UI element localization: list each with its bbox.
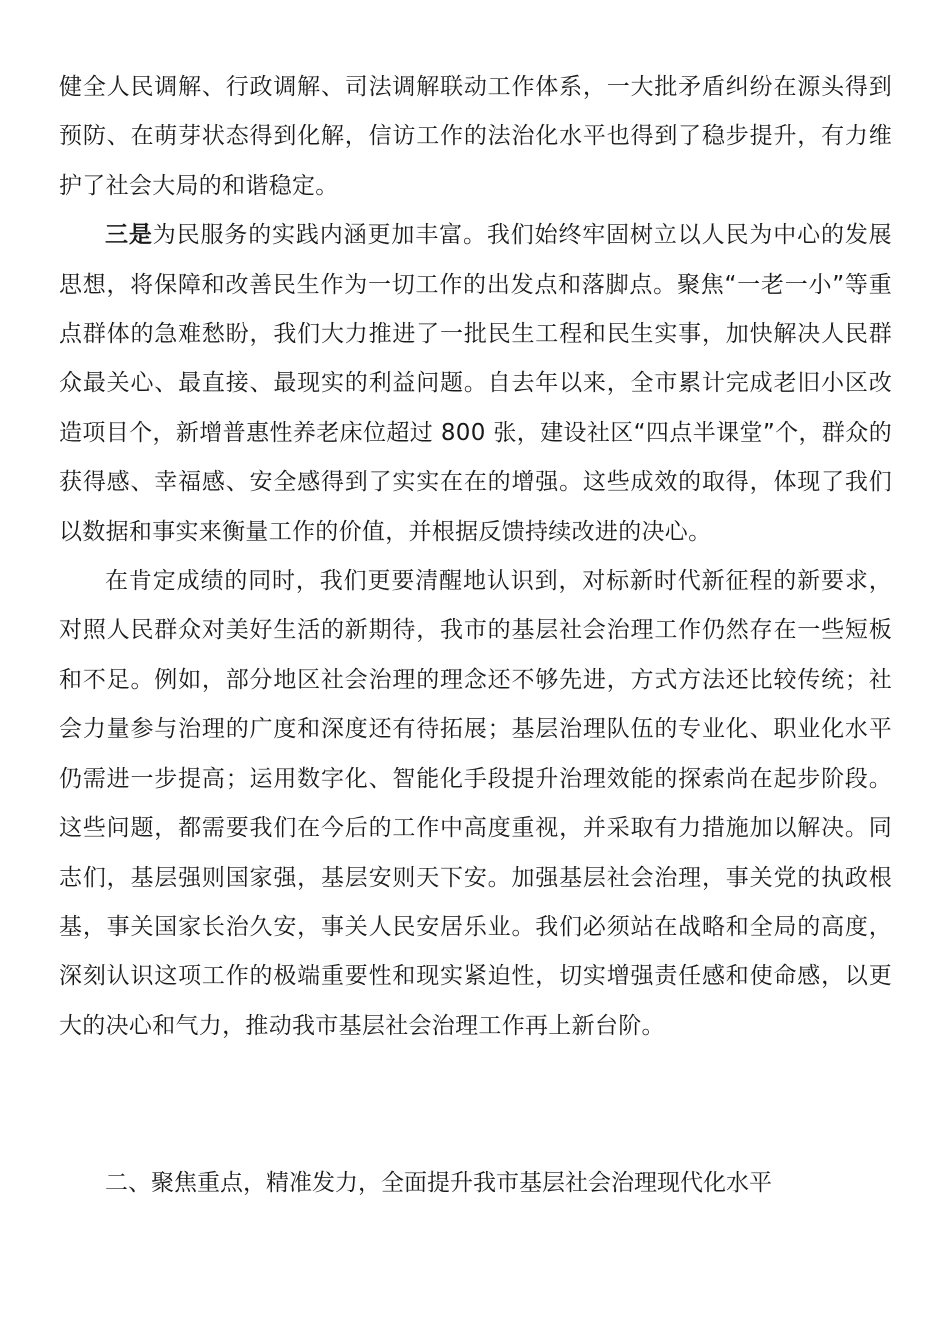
paragraph-three xyxy=(59,211,892,557)
paragraph-continuation: 健全人民调解、行政调解、司法调解联动工作体系，一大批矛盾纠纷在源头得到预防、在萌芽状态得到化解，信访工作的法治化水平也得到了稳步提升，有力维护了社会大局的和谐稳定。 xyxy=(59,74,892,199)
body-text xyxy=(59,63,892,1051)
paragraph-four: 在肯定成绩的同时，我们更要清醒地认识到，对标新时代新征程的新要求，对照人民群众对美好生活的新期待，我市的基层社会治理工作仍然存在一些短板和不足。例如，部分地区社会治理的理念还不够先进，方式方法还比较传统；社会力量参与治理的广度和深度还有待拓展；基层治理队伍的专业化、职业化水平仍需进一步提高；运用数字化、智能化手段提升治理效能的探索尚在起步阶段。这些问题，都需要我们在今后的工作中高度重视，并采取有力措施加以解决。同志们，基层强则国家强，基层安则天下安。加强基层社会治理，事关党的执政根基，事关国家长治久安，事关人民安居乐业。我们必须站在战略和全局的高度，深刻认识这项工作的极端重要性和现实紧迫性，切实增强责任感和使命感，以更大的决心和气力，推动我市基层社会治理工作再上新台阶。 xyxy=(59,568,892,1039)
paragraph-three-lead: 三是 xyxy=(105,222,153,249)
section-heading: 二、聚焦重点，精准发力，全面提升我市基层社会治理现代化水平 xyxy=(105,1170,772,1196)
paragraph-three-body: 为民服务的实践内涵更加丰富。我们始终牢固树立以人民为中心的发展思想，将保障和改善民生作为一切工作的出发点和落脚点。聚焦“一老一小”等重点群体的急难愁盼，我们大力推进了一批民生工程和民生实事，加快解决人民群众最关心、最直接、最现实的利益问题。自去年以来，全市累计完成老旧小区改造项目个，新增普惠性养老床位超过 800 张，建设社区“四点半课堂”个，群众的获得感、幸福感、安全感得到了实实在在的增强。这些成效的取得，体现了我们以数据和事实来衡量工作的价值，并根据反馈持续改进的决心。 xyxy=(59,222,892,545)
